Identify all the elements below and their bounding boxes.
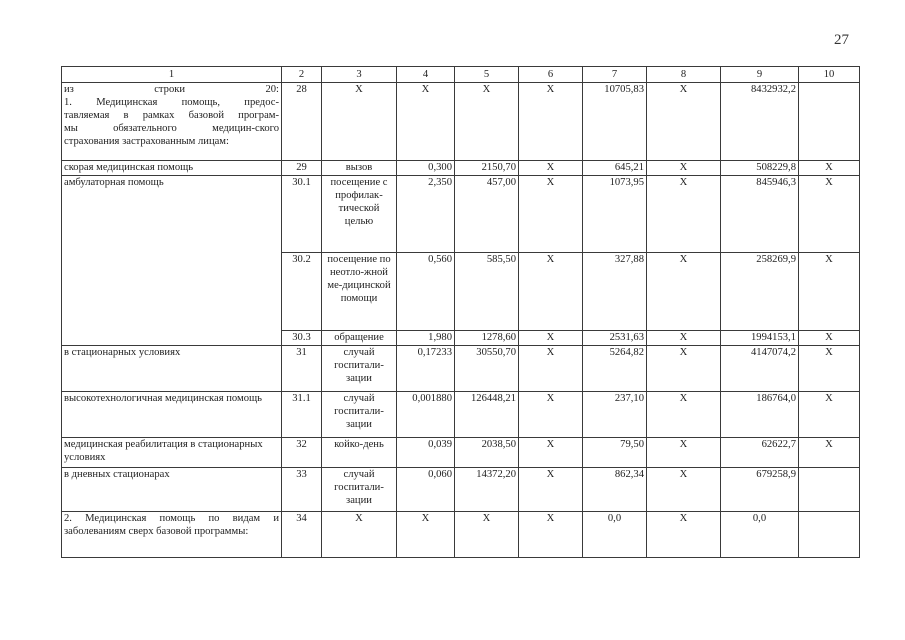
value-cell: 5264,82	[583, 346, 647, 392]
row-number-cell: 33	[282, 468, 322, 512]
value-cell: Х	[799, 346, 860, 392]
unit-cell: посещение с профилак-тической целью	[322, 176, 397, 253]
value-cell: 2,350	[397, 176, 455, 253]
value-cell: 126448,21	[455, 392, 519, 438]
value-cell: 2150,70	[455, 161, 519, 176]
value-cell: 237,10	[583, 392, 647, 438]
value-cell: 79,50	[583, 438, 647, 468]
value-cell: Х	[799, 253, 860, 331]
value-cell: 457,00	[455, 176, 519, 253]
value-cell: Х	[519, 83, 583, 161]
page-number: 27	[834, 32, 849, 48]
table-row	[62, 468, 860, 512]
value-cell: Х	[799, 331, 860, 346]
value-cell: 62622,7	[721, 438, 799, 468]
header-cell: 10	[799, 67, 860, 83]
value-cell: Х	[799, 161, 860, 176]
value-cell: Х	[647, 331, 721, 346]
value-cell: Х	[455, 83, 519, 161]
value-cell: Х	[519, 161, 583, 176]
row-number-cell: 30.3	[282, 331, 322, 346]
header-cell: 3	[322, 67, 397, 83]
unit-cell: посещение по неотло-жной ме-дицинской помощи	[322, 253, 397, 331]
unit-cell: Х	[322, 512, 397, 558]
value-cell: 645,21	[583, 161, 647, 176]
unit-cell: Х	[322, 83, 397, 161]
row-number-cell: 30.2	[282, 253, 322, 331]
row-name-line: 1. Медицинская помощь, предос-	[64, 97, 279, 108]
row-name-line: тавляемая в рамках базовой програм-	[64, 110, 279, 121]
value-cell: 508229,8	[721, 161, 799, 176]
table-row	[62, 176, 860, 253]
row-number-cell: 29	[282, 161, 322, 176]
table-row	[62, 346, 860, 392]
value-cell: 862,34	[583, 468, 647, 512]
value-cell: Х	[647, 161, 721, 176]
value-cell	[799, 83, 860, 161]
value-cell: Х	[519, 468, 583, 512]
value-cell: Х	[519, 253, 583, 331]
value-cell: Х	[519, 346, 583, 392]
row-name-line: мы обязательного медицин-ского	[64, 123, 279, 134]
table-row	[62, 512, 860, 558]
value-cell: 0,0	[721, 512, 799, 558]
header-cell: 9	[721, 67, 799, 83]
value-cell: 1,980	[397, 331, 455, 346]
header-row	[62, 67, 860, 83]
row-number-cell: 31	[282, 346, 322, 392]
value-cell: Х	[455, 512, 519, 558]
value-cell: 0,001880	[397, 392, 455, 438]
value-cell: 1278,60	[455, 331, 519, 346]
unit-cell: случай госпитали-зации	[322, 392, 397, 438]
value-cell: Х	[397, 512, 455, 558]
value-cell: 8432932,2	[721, 83, 799, 161]
value-cell: 0,0	[583, 512, 647, 558]
value-cell: Х	[519, 331, 583, 346]
value-cell: Х	[519, 392, 583, 438]
value-cell: Х	[799, 176, 860, 253]
value-cell: Х	[799, 438, 860, 468]
row-name-cell: скорая медицинская помощь	[62, 161, 282, 176]
value-cell: Х	[647, 83, 721, 161]
row-name-cell: медицинская реабилитация в стационарных условиях	[62, 438, 282, 468]
table-row	[62, 83, 860, 161]
row-name-cell	[62, 83, 282, 161]
value-cell: Х	[647, 392, 721, 438]
value-cell: 10705,83	[583, 83, 647, 161]
value-cell: 679258,9	[721, 468, 799, 512]
row-number-cell: 31.1	[282, 392, 322, 438]
value-cell: 0,560	[397, 253, 455, 331]
value-cell: Х	[647, 438, 721, 468]
value-cell: 186764,0	[721, 392, 799, 438]
header-cell: 4	[397, 67, 455, 83]
value-cell: 14372,20	[455, 468, 519, 512]
row-number-cell: 28	[282, 83, 322, 161]
unit-cell: случай госпитали-зации	[322, 346, 397, 392]
row-name-line: из строки 20:	[64, 84, 279, 95]
header-cell: 6	[519, 67, 583, 83]
value-cell: 0,039	[397, 438, 455, 468]
row-number-cell: 32	[282, 438, 322, 468]
value-cell: Х	[519, 438, 583, 468]
unit-cell: койко-день	[322, 438, 397, 468]
value-cell: 845946,3	[721, 176, 799, 253]
header-cell: 7	[583, 67, 647, 83]
header-cell: 2	[282, 67, 322, 83]
value-cell: 585,50	[455, 253, 519, 331]
value-cell: Х	[647, 468, 721, 512]
header-cell: 5	[455, 67, 519, 83]
value-cell: Х	[647, 176, 721, 253]
value-cell: 0,17233	[397, 346, 455, 392]
value-cell: Х	[519, 512, 583, 558]
row-number-cell: 34	[282, 512, 322, 558]
header-cell: 8	[647, 67, 721, 83]
row-name-cell: амбулаторная помощь	[62, 176, 282, 346]
table-row	[62, 161, 860, 176]
value-cell: 0,060	[397, 468, 455, 512]
value-cell: 2531,63	[583, 331, 647, 346]
value-cell	[799, 512, 860, 558]
value-cell: 1994153,1	[721, 331, 799, 346]
row-name-cell: в дневных стационарах	[62, 468, 282, 512]
table-row	[62, 392, 860, 438]
data-table	[61, 66, 860, 558]
value-cell: 4147074,2	[721, 346, 799, 392]
value-cell: Х	[647, 512, 721, 558]
value-cell: Х	[397, 83, 455, 161]
value-cell: 2038,50	[455, 438, 519, 468]
row-number-cell: 30.1	[282, 176, 322, 253]
value-cell: 327,88	[583, 253, 647, 331]
table-row	[62, 438, 860, 468]
unit-cell: вызов	[322, 161, 397, 176]
row-name-cell: высокотехнологичная медицинская помощь	[62, 392, 282, 438]
value-cell: Х	[799, 392, 860, 438]
value-cell: 1073,95	[583, 176, 647, 253]
value-cell: Х	[519, 176, 583, 253]
value-cell: 30550,70	[455, 346, 519, 392]
unit-cell: случай госпитали-зации	[322, 468, 397, 512]
value-cell: 0,300	[397, 161, 455, 176]
unit-cell: обращение	[322, 331, 397, 346]
value-cell	[799, 468, 860, 512]
header-cell: 1	[62, 67, 282, 83]
value-cell: Х	[647, 346, 721, 392]
row-name-line: страхования застрахованным лицам:	[64, 136, 229, 147]
value-cell: Х	[647, 253, 721, 331]
row-name-cell: 2. Медицинская помощь по видам и заболеваниям сверх базовой программы:	[62, 512, 282, 558]
row-name-cell: в стационарных условиях	[62, 346, 282, 392]
value-cell: 258269,9	[721, 253, 799, 331]
